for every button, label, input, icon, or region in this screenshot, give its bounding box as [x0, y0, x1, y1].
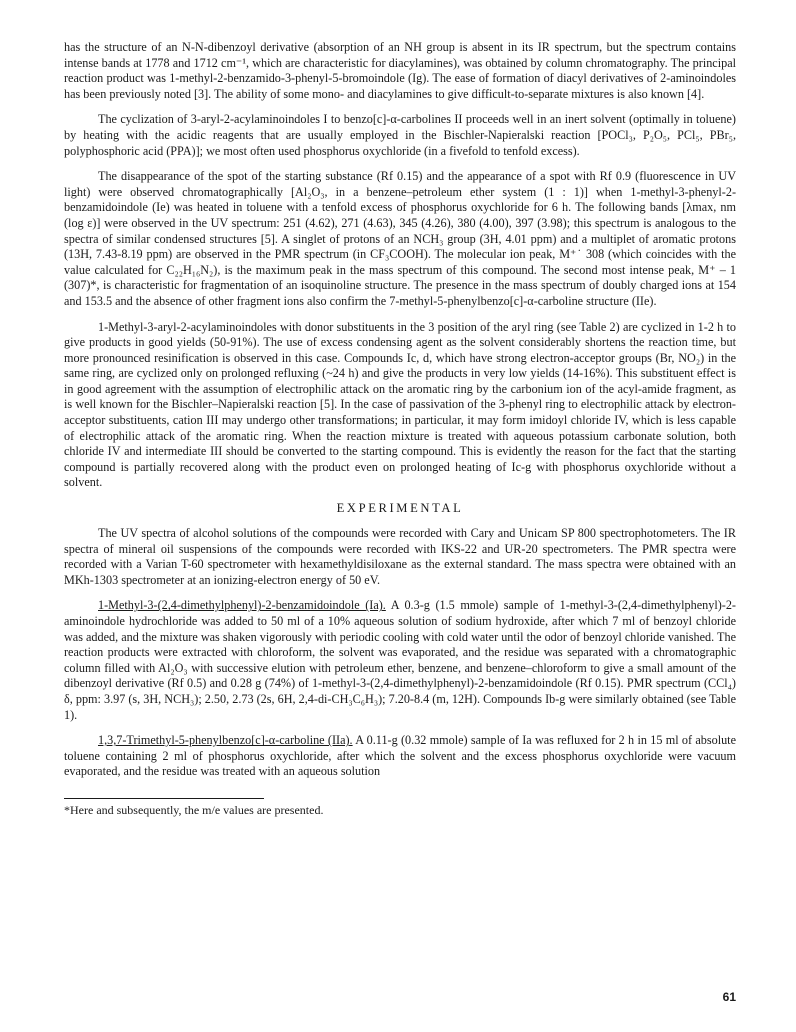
paragraph-1: has the structure of an N-N-dibenzoyl derivative (absorption of an NH group is absent in its IR spectrum, but the spectrum contains intense bands at 1778 and 1712 cm⁻¹, which are characteristic for diacylamines), was obtained by column chromatography. The principal reaction product was 1-methyl-2-benzamido-3-phenyl-5-bromoindole (Ig). The ease of formation of diacyl derivatives of 2-aminoindoles has been previously noted [3]. The ability of some mono- and diacylamines to give difficult-to-separate mixtures is also known [4]. [64, 40, 736, 101]
page-number: 61 [722, 990, 736, 1004]
procedure-iia-title: 1,3,7-Trimethyl-5-phenylbenzo[c]-α-carboline (IIa). [98, 733, 353, 748]
procedure-ia-title: 1-Methyl-3-(2,4-dimethylphenyl)-2-benzamidoindole (Ia). [98, 598, 386, 613]
procedure-iia [64, 733, 736, 780]
procedure-ia-body: A 0.3-g (1.5 mmole) sample of 1-methyl-3-(2,4-dimethylphenyl)-2-aminoindole hydrochloride was added to 50 ml of a 10% aqueous solution of sodium hydroxide, after which 7 ml of benzoyl chloride was added, and the mixture was shaken vigorously with periodic cooling with cold water until the odor of benzoyl chloride vanished. The reaction products were extracted with chloroform, the solvent was evaporated, and the residue was separated with a chromatographic column filled with Al₂O₃ with successive elution with petroleum ether, benzene, and benzene–chloroform to give a small amount of the dibenzoyl derivative (Rf 0.5) and 0.28 g (74%) of 1-methyl-3-(2,4-dimethylphenyl)-2-benzamidoindole (Rf 0.15). PMR spectrum (CCl₄) δ, ppm: 3.97 (s, 3H, NCH₃); 2.50, 2.73 (2s, 6H, 2,4-di-CH₃C₆H₃); 7.20-8.4 (m, 12H). Compounds Ib-g were similarly obtained (see Table 1). [64, 598, 736, 722]
paragraph-2: The cyclization of 3-aryl-2-acylaminoindoles I to benzo[c]-α-carbolines II proceeds well in an inert solvent (optimally in toluene) by heating with the acidic reagents that are usually employed in the Bischler-Napieralski reaction [POCl₃, P₂O₅, PCl₅, PBr₅, polyphosphoric acid (PPA)]; we most often used phosphorus oxychloride (in a fivefold to tenfold excess). [64, 112, 736, 158]
footnote: *Here and subsequently, the m/e values are presented. [64, 802, 324, 817]
paragraph-3: The disappearance of the spot of the starting substance (Rf 0.15) and the appearance of a spot with Rf 0.9 (fluorescence in UV light) were observed chromatographically [Al₂O₃, in a benzene–petroleum ether system (1 : 1)] when 1-methyl-3-phenyl-2-benzamidoindole (Ie) was heated in toluene with a tenfold excess of phosphorus oxychloride for 6 h. The following bands [λmax, nm (log ε)] were observed in the UV spectrum: 251 (4.62), 271 (4.63), 345 (4.26), 380 (4.00), 397 (3.98); this spectrum is analogous to the spectra of similar condensed structures [5]. A singlet of protons of an NCH₃ group (3H, 4.01 ppm) and a multiplet of aromatic protons (13H, 7.43-8.19 ppm) are observed in the PMR spectrum (in CF₃COOH). The molecular ion peak, M⁺˙ 308 (which coincides with the value calculated for C₂₂H₁₆N₂), is the maximum peak in the mass spectrum of this compound. The second most intense peak, M⁺ – 1 (307)*, is characteristic for fragmentation of an isoquinoline structure. The presence in the mass spectrum of doubly charged ions at 154 and 153.5 and the absence of other fragment ions also confirm the 7-methyl-5-phenylbenzo[c]-α-carboline structure (IIe). [64, 169, 736, 308]
footnote-divider [64, 798, 264, 799]
procedure-ia [64, 598, 736, 723]
experimental-intro: The UV spectra of alcohol solutions of the compounds were recorded with Cary and Unicam SP 800 spectrophotometers. The IR spectra of mineral oil suspensions of the compounds were recorded with IKS-22 and UR-20 spectrometers. The PMR spectra were recorded with a Varian T-60 spectrometer with hexamethyldisiloxane as the external standard. The mass spectra were obtained with an MKh-1303 spectrometer at an ionizing-electron energy of 50 eV. [64, 526, 736, 587]
page-body [64, 40, 736, 818]
procedure-iia-body: A 0.11-g (0.32 mmole) sample of Ia was refluxed for 2 h in 15 ml of absolute toluene containing 2 ml of phosphorus oxychloride, after which the solvent and the excess phosphorus oxychloride were vacuum evaporated, and the residue was treated with an aqueous solution [64, 733, 736, 779]
paragraph-4: 1-Methyl-3-aryl-2-acylaminoindoles with donor substituents in the 3 position of the aryl ring (see Table 2) are cyclized in 1-2 h to give products in good yields (50-91%). The use of excess condensing agent as the solvent considerably shortens the reaction time, but more pronounced resinification is observed in this case. Compounds Ic, d, which have strong electron-acceptor groups (Br, NO₂) in the same ring, are cyclized only on prolonged refluxing (~24 h) and give the products in very low yields (14-16%). This substituent effect is in good agreement with the assumption of electrophilic attack on the aromatic ring by the carbonium ion of the acyl-amide fragment, as is well known for the Bischler–Napieralski reaction [5]. In the case of passivation of the 3-phenyl ring to electrophilic attack by electron-acceptor substituents, cation III may undergo other transformations; in particular, it may form imidoyl chloride IV, which is less capable of electrophilic attack of the aromatic ring. When the reaction mixture is treated with aqueous potassium carbonate solution, both chloride IV and intermediate III should be converted to the starting compound. This is evidently the reason for the fact that the starting compound is partially recovered along with the product even on prolonged heating of Ic-g with phosphorus oxychloride without a solvent. [64, 319, 736, 490]
section-heading-experimental: EXPERIMENTAL [336, 501, 464, 516]
